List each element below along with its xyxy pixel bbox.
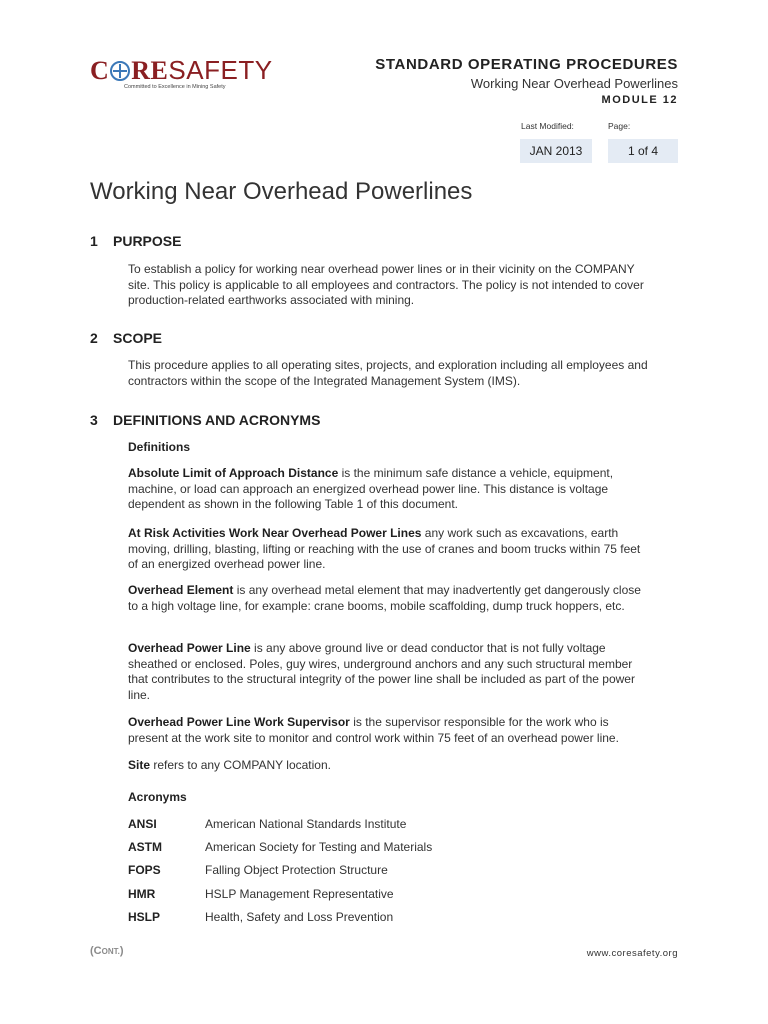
section-2-body: This procedure applies to all operating sites, projects, and exploration including all employees and contractors within the scope of the Integrated Management System (IMS). <box>128 358 648 388</box>
section-2-number: 2 <box>90 330 98 346</box>
acronyms-heading: Acronyms <box>128 790 187 804</box>
section-2-heading: SCOPE <box>113 330 163 346</box>
definition-term: Overhead Element <box>128 583 234 597</box>
acronym-abbr: HMR <box>128 887 156 901</box>
definition-item <box>128 583 648 614</box>
acronym-definition: HSLP Management Representative <box>205 887 394 901</box>
definition-text: is any overhead metal element that may inadvertently get dangerously close to a high voltage line, for example: crane booms, mobile scaffolding, dump truck hoppers, etc. <box>128 583 641 613</box>
sop-title: STANDARD OPERATING PROCEDURES <box>375 56 678 73</box>
page-label: Page: <box>608 121 631 131</box>
definition-item <box>128 466 648 513</box>
continued-close: ) <box>119 945 124 957</box>
section-3-number: 3 <box>90 412 98 428</box>
definition-term: Absolute Limit of Approach Distance <box>128 466 339 480</box>
logo-text-re: RE <box>131 56 169 85</box>
continued-text: ONT. <box>101 947 120 956</box>
acronym-definition: Falling Object Protection Structure <box>205 863 388 877</box>
continued-open: (C <box>90 945 102 957</box>
document-title: Working Near Overhead Powerlines <box>90 178 473 205</box>
acronym-abbr: HSLP <box>128 910 161 924</box>
acronym-definition: American National Standards Institute <box>205 817 407 831</box>
module-label: MODULE 12 <box>601 94 678 106</box>
sop-subtitle: Working Near Overhead Powerlines <box>470 76 678 91</box>
last-modified-value: JAN 2013 <box>520 139 592 163</box>
logo-tagline: Committed to Excellence in Mining Safety <box>124 84 226 90</box>
continued-marker <box>90 945 124 957</box>
section-1-body: To establish a policy for working near overhead power lines or in their vicinity on the COMPANY site. This policy is applicable to all employees and contractors. The policy is not intended to cover production-related earthworks associated with mining. <box>128 262 644 307</box>
acronym-definition: American Society for Testing and Materials <box>205 840 433 854</box>
definition-item <box>128 758 648 774</box>
section-3-heading: DEFINITIONS AND ACRONYMS <box>113 412 321 428</box>
definition-item <box>128 641 648 703</box>
definition-text: is the minimum safe distance a vehicle, equipment, machine, or load can approach an energized overhead power line. This distance is voltage dependent as shown in the following Table 1 of this document. <box>128 466 614 511</box>
definition-term: At Risk Activities Work Near Overhead Power Lines <box>128 526 422 540</box>
logo-text-c: C <box>90 56 110 85</box>
section-1-number: 1 <box>90 233 98 249</box>
definition-item <box>128 526 648 573</box>
definition-text: is the supervisor responsible for the work who is present at the work site to monitor and control work within 75 feet of an overhead power line. <box>128 715 619 745</box>
definition-text: refers to any COMPANY location. <box>150 758 331 772</box>
definition-text: any work such as excavations, earth moving, drilling, blasting, lifting or reaching with the use of cranes and boom trucks within 75 feet of an energized overhead power line. <box>128 526 641 571</box>
acronym-abbr: ASTM <box>128 840 162 854</box>
acronym-abbr: ANSI <box>128 817 157 831</box>
logo-wordmark <box>90 55 273 86</box>
logo-cross-icon <box>110 61 130 81</box>
logo-text-safety: SAFETY <box>168 55 273 85</box>
definition-term: Site <box>128 758 151 772</box>
section-1-heading: PURPOSE <box>113 233 182 249</box>
definitions-heading: Definitions <box>128 440 190 454</box>
website-link[interactable]: www.coresafety.org <box>586 948 678 959</box>
company-logo <box>90 55 273 95</box>
page-number-value: 1 of 4 <box>608 139 678 163</box>
acronym-abbr: FOPS <box>128 863 161 877</box>
definition-text: is any above ground live or dead conductor that is not fully voltage sheathed or enclosed. Poles, guy wires, underground anchors and any such structural member that contributes to the structural integrity of the power line shall be included as part of the power line. <box>128 641 635 702</box>
definition-term: Overhead Power Line <box>128 641 251 655</box>
definition-term: Overhead Power Line Work Supervisor <box>128 715 350 729</box>
acronym-definition: Health, Safety and Loss Prevention <box>205 910 394 924</box>
definition-item <box>128 715 648 746</box>
last-modified-label: Last Modified: <box>521 121 574 131</box>
